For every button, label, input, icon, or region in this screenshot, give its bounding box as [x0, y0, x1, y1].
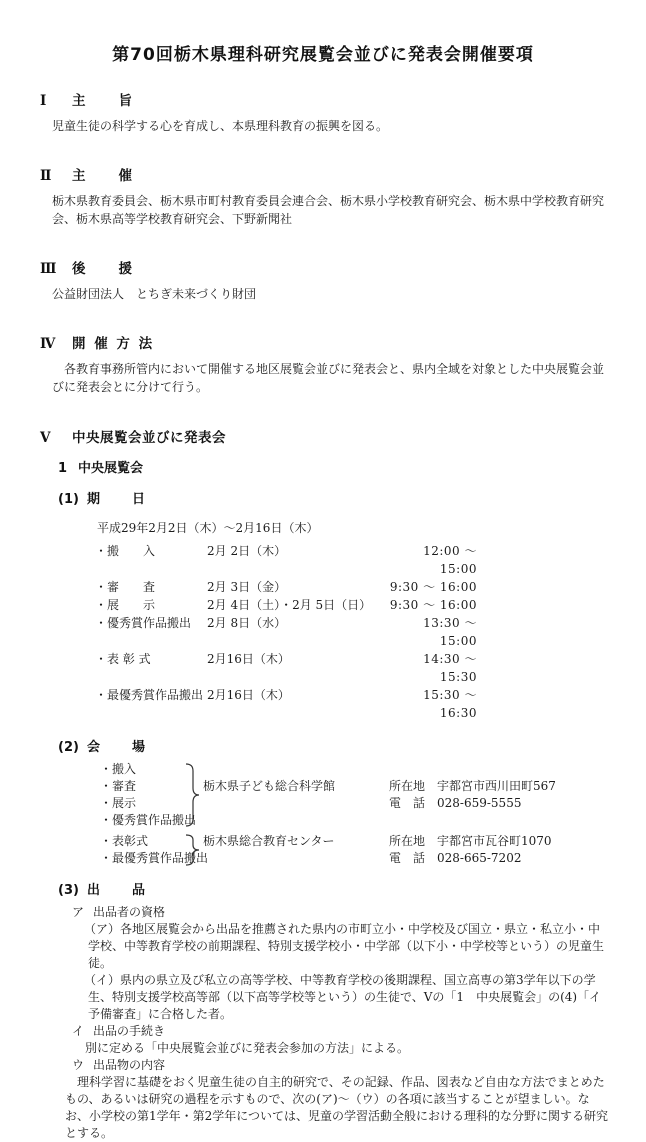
sub-a-marker: ア	[72, 905, 85, 919]
section-2-title: 主 催	[72, 168, 134, 184]
schedule-time: 9:30 ～ 16:00	[389, 580, 477, 594]
phone-value: 028-665-7202	[437, 851, 522, 865]
subsection-1-number: 1	[58, 461, 68, 476]
sub-i-heading	[72, 1023, 646, 1040]
item-2-number: (2)	[58, 740, 79, 755]
brace-icon	[185, 761, 203, 829]
schedule-label: ・最優秀賞作品搬出	[95, 688, 204, 702]
schedule-time: 12:00 ～ 15:00	[423, 544, 477, 576]
schedule-row	[95, 686, 646, 722]
item-2-title: 会 場	[87, 740, 148, 755]
sub-u-body: 理科学習に基礎をおく児童生徒の自主的研究で、その記録、作品、図表など自由な方法でまとめたもの、あるいは研究の過程を示すもので、次の(ア)～（ウ）の各項に該当することが望ましい。なお、小学校の第1学年・第2学年については、児童の学習活動全般における理科的な分野に関する研究とする。	[65, 1075, 609, 1140]
qualification-point	[84, 921, 612, 972]
schedule-table	[0, 542, 646, 722]
phone-label: 電 話	[389, 851, 426, 865]
schedule-label: ・審 査	[95, 580, 156, 594]
venue-activity: ・審査	[100, 779, 137, 793]
schedule-row	[95, 578, 646, 596]
section-3-numeral: Ⅲ	[40, 261, 57, 277]
schedule-row	[95, 542, 646, 578]
schedule-time: 14:30 ～ 15:30	[423, 652, 477, 684]
venues	[0, 761, 646, 867]
venue-activity: ・最優秀賞作品搬出	[100, 851, 209, 865]
sub-u-marker: ウ	[72, 1058, 85, 1072]
point-text: 県内の県立及び私立の高等学校、中等教育学校の後期課程、国立高専の第3学年以下の学生、特別支援学校高等部（以下高等学校等という）の生徒で、Ⅴの「1 中央展覧会」の(4)「イ 予備審査」に合格した者。	[88, 973, 602, 1021]
venue-group-science-museum	[100, 761, 646, 829]
point-marker: （イ）	[84, 973, 121, 987]
sub-a-title: 出品者の資格	[93, 905, 166, 919]
schedule-row	[95, 650, 646, 686]
point-marker: （ア）	[84, 922, 121, 936]
address-label: 所在地	[389, 779, 426, 793]
section-3-body: 公益財団法人 とちぎ未来づくり財団	[52, 287, 257, 301]
section-4-heading	[40, 332, 646, 352]
sub-a-heading	[72, 904, 646, 921]
schedule-label: ・表 彰 式	[95, 652, 151, 666]
schedule-label: ・搬 入	[95, 544, 156, 558]
schedule-date: 2月 3日（金）	[207, 580, 287, 594]
venue-activity: ・展示	[100, 796, 137, 810]
schedule-time: 15:30 ～ 16:30	[423, 688, 477, 720]
schedule-label: ・優秀賞作品搬出	[95, 616, 192, 630]
schedule-row	[95, 596, 646, 614]
sub-u-heading	[72, 1057, 646, 1074]
item-3-title: 出 品	[87, 883, 148, 898]
section-2-heading	[40, 164, 646, 184]
sub-u-title: 出品物の内容	[93, 1058, 166, 1072]
section-1-body: 児童生徒の科学する心を育成し、本県理科教育の振興を図る。	[52, 119, 389, 133]
item-1-heading	[58, 488, 646, 507]
venue-activities	[100, 761, 197, 829]
subsection-1-title: 中央展覧会	[78, 461, 144, 476]
item-3-heading	[58, 879, 646, 898]
schedule-label: ・展 示	[95, 598, 156, 612]
address-label: 所在地	[389, 834, 426, 848]
section-4-title: 開 催 方 法	[72, 336, 155, 352]
item-2-heading	[58, 736, 646, 755]
subsection-1-heading	[58, 457, 646, 476]
qualification-point	[84, 972, 612, 1023]
section-1-numeral: Ⅰ	[40, 93, 47, 109]
section-5-title: 中央展覧会並びに発表会	[72, 430, 226, 446]
venue-activity: ・優秀賞作品搬出	[100, 813, 197, 827]
schedule-date: 2月 2日（木）	[207, 544, 287, 558]
venue-info	[389, 761, 556, 829]
section-1-title: 主 旨	[72, 93, 134, 109]
address-value: 宇都宮市瓦谷町1070	[437, 834, 552, 848]
phone-value: 028-659-5555	[437, 796, 522, 810]
venue-activity: ・搬入	[100, 762, 137, 776]
section-5-heading	[40, 426, 646, 446]
phone-label: 電 話	[389, 796, 426, 810]
section-5	[0, 426, 646, 1142]
venue-name: 栃木県子ども総合科学館	[203, 779, 336, 793]
section-5-numeral: Ⅴ	[40, 430, 51, 446]
venue-name: 栃木県総合教育センター	[203, 834, 335, 848]
schedule-time: 9:30 ～ 16:00	[389, 598, 477, 612]
venue-activities	[100, 833, 209, 867]
section-4-body: 各教育事務所管内において開催する地区展覧会並びに発表会と、県内全域を対象とした中央展覧会並びに発表会とに分けて行う。	[52, 362, 605, 394]
page-title: 第70回栃木県理科研究展覧会並びに発表会開催要項	[112, 45, 534, 65]
schedule-row	[95, 614, 646, 650]
schedule-date: 2月16日（木）	[207, 652, 290, 666]
section-2-body: 栃木県教育委員会、栃木県市町村教育委員会連合会、栃木県小学校教育研究会、栃木県中学校教育研究会、栃木県高等学校教育研究会、下野新聞社	[52, 194, 605, 226]
item-1-title: 期 日	[87, 492, 148, 507]
schedule-time: 13:30 ～ 15:00	[423, 616, 477, 648]
venue-group-education-center	[100, 833, 646, 867]
section-1-heading	[40, 89, 646, 109]
section-2-numeral: Ⅱ	[40, 168, 52, 184]
schedule-date: 2月 8日（水）	[207, 616, 287, 630]
section-3-title: 後 援	[72, 261, 134, 277]
venue-info	[389, 833, 552, 867]
schedule-date: 2月 4日（土）・2月 5日（日）	[207, 598, 372, 612]
item-3-number: (3)	[58, 883, 79, 898]
section-4-numeral: Ⅳ	[40, 336, 56, 352]
venue-activity: ・表彰式	[100, 834, 149, 848]
point-text: 各地区展覧会から出品を推薦された県内の市町立小・中学校及び国立・県立・私立小・中学校、中等教育学校の前期課程、特別支援学校小・中学部（以下小・中学校等という）の児童生徒。	[88, 922, 605, 970]
sub-i-body: 別に定める「中央展覧会並びに発表会参加の方法」による。	[85, 1041, 410, 1055]
exhibition-period: 平成29年2月2日（木）～2月16日（木）	[97, 521, 319, 535]
section-3-heading	[40, 257, 646, 277]
item-1-number: (1)	[58, 492, 79, 507]
sub-i-title: 出品の手続き	[93, 1024, 166, 1038]
address-value: 宇都宮市西川田町567	[437, 779, 556, 793]
brace-icon	[185, 833, 203, 867]
schedule-date: 2月16日（木）	[207, 688, 290, 702]
sub-i-marker: イ	[72, 1024, 85, 1038]
